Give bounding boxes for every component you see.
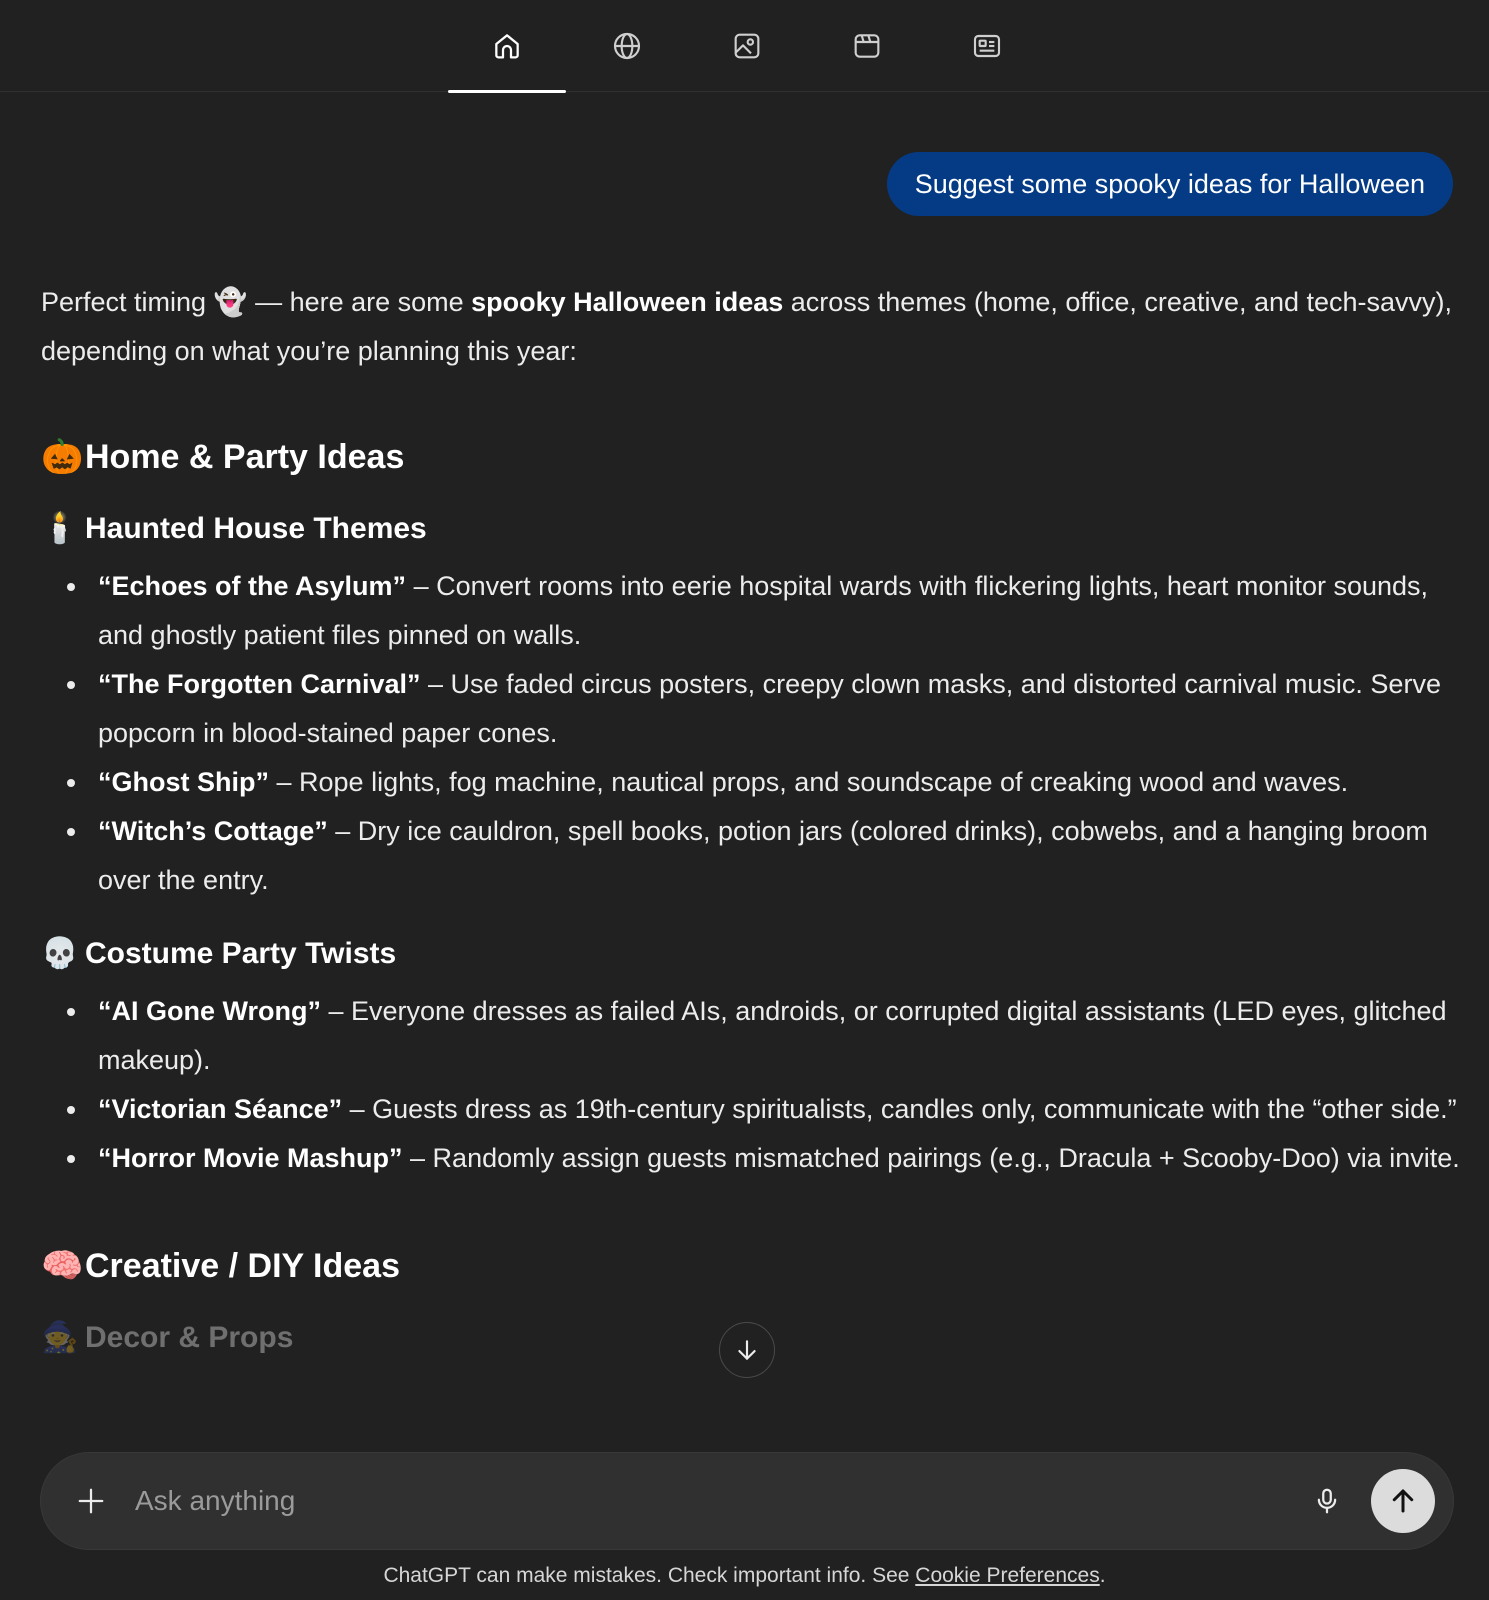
send-button[interactable] [1371,1469,1435,1533]
ghost-icon: 👻 [213,287,248,318]
candle-icon: 🕯️ [41,511,79,546]
tab-video[interactable] [808,0,926,92]
user-message-text: Suggest some spooky ideas for Halloween [914,168,1425,199]
assistant-response [41,278,1461,1363]
tab-home[interactable] [448,0,566,92]
list-item: “AI Gone Wrong” – Everyone dresses as failed AIs, androids, or corrupted digital assistants (LED eyes, glitched makeup). [98,987,1461,1085]
arrow-up-icon [1388,1486,1418,1516]
subheading-haunted-house: 🕯️ Haunted House Themes [41,504,1461,554]
list-item: “Victorian Séance” – Guests dress as 19th-century spiritualists, candles only, communicate with the “other side.” [98,1085,1461,1134]
section-heading-home-party: 🎃 Home & Party Ideas [41,432,1461,482]
section-heading-creative-diy: 🧠 Creative / DIY Ideas [41,1241,1461,1291]
brain-icon: 🧠 [41,1246,84,1286]
tab-images[interactable] [688,0,806,92]
skull-icon: 💀 [41,936,79,971]
tab-news[interactable] [928,0,1046,92]
list-item: “Witch’s Cottage” – Dry ice cauldron, spell books, potion jars (colored drinks), cobwebs, and a hanging broom over the entry. [98,807,1461,905]
dictate-button[interactable] [1305,1479,1349,1523]
scroll-down-button[interactable] [719,1322,775,1378]
prompt-input[interactable] [133,1477,1233,1525]
composer [41,1453,1453,1549]
home-icon [491,30,523,62]
costume-party-list [41,987,1461,1183]
microphone-icon [1312,1486,1342,1516]
response-intro: Perfect timing 👻 — here are some spooky Halloween ideas across themes (home, office, creative, and tech-savvy), depending on what you’re planning this year: [41,278,1461,376]
disclaimer: ChatGPT can make mistakes. Check important info. See Cookie Preferences. [383,1564,1106,1587]
list-item: “Ghost Ship” – Rope lights, fog machine, nautical props, and soundscape of creaking wood and waves. [98,758,1461,807]
globe-icon [611,30,643,62]
pumpkin-icon: 🎃 [41,437,84,477]
user-message-bubble [887,152,1453,216]
video-icon [851,30,883,62]
cookie-preferences-link[interactable]: Cookie Preferences [915,1564,1100,1587]
haunted-house-list [41,562,1461,905]
arrow-down-icon [734,1337,760,1363]
add-attachment-button[interactable] [69,1479,113,1523]
news-icon [971,30,1003,62]
list-item: “Horror Movie Mashup” – Randomly assign guests mismatched pairings (e.g., Dracula + Scooby-Doo) via invite. [98,1134,1461,1183]
subheading-costume-party: 💀 Costume Party Twists [41,929,1461,979]
wizard-icon: 🧙 [41,1320,79,1355]
subheading-decor-props: 🧙 Decor & Props [41,1313,1461,1363]
top-tab-bar [0,0,1489,92]
image-icon [731,30,763,62]
plus-icon [76,1486,106,1516]
tab-globe[interactable] [568,0,686,92]
list-item: “Echoes of the Asylum” – Convert rooms into eerie hospital wards with flickering lights, heart monitor sounds, and ghostly patient files pinned on walls. [98,562,1461,660]
list-item: “The Forgotten Carnival” – Use faded circus posters, creepy clown masks, and distorted carnival music. Serve popcorn in blood-stained paper cones. [98,660,1461,758]
